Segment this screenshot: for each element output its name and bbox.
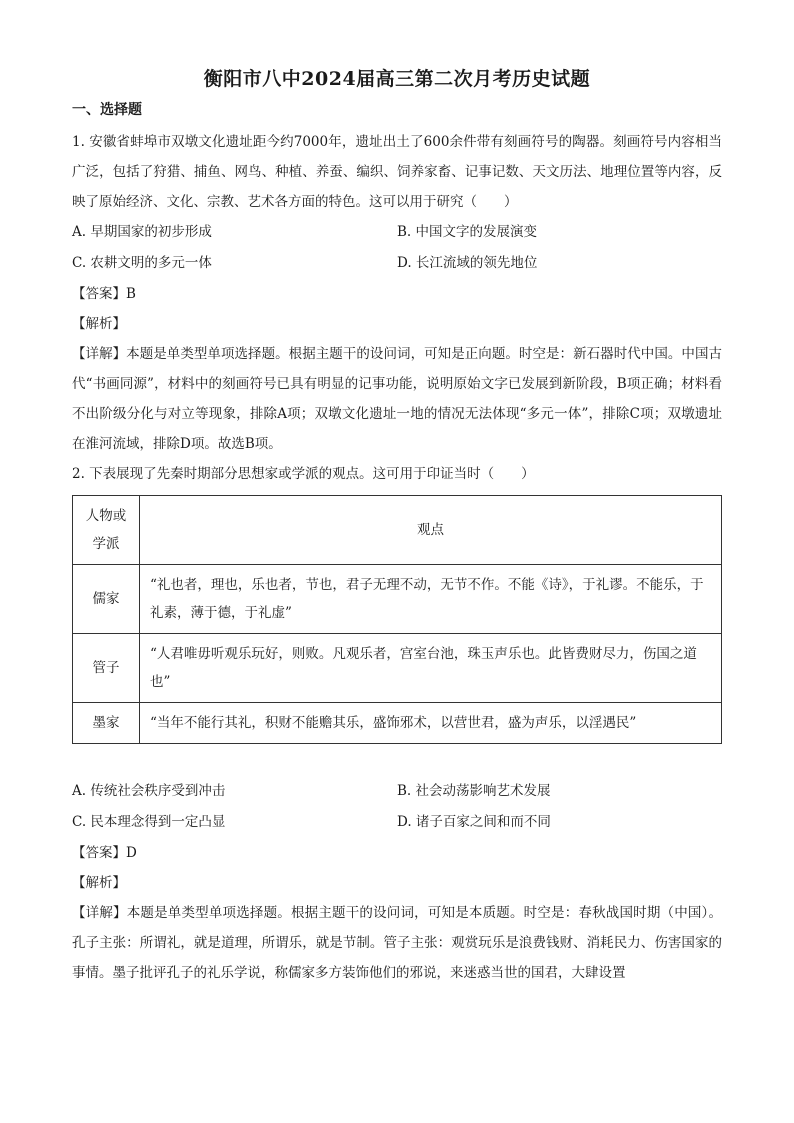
table-header-view: 观点 bbox=[140, 496, 722, 565]
table-row bbox=[73, 565, 722, 634]
q2-option-a: A. 传统社会秩序受到冲击 bbox=[72, 783, 226, 799]
q2-analysis-label: 【解析】 bbox=[72, 875, 126, 891]
table-row bbox=[73, 634, 722, 703]
table-row bbox=[73, 703, 722, 744]
table-cell-view: “当年不能行其礼，积财不能赡其乐，盛饰邪术，以营世君，盛为声乐，以淫遇民” bbox=[140, 703, 722, 744]
q2-options bbox=[72, 776, 722, 838]
q2-option-d: D. 诸子百家之间和而不同 bbox=[397, 814, 551, 830]
table-cell-view: “礼也者，理也，乐也者，节也，君子无理不动，无节不作。不能《诗》，于礼谬。不能乐，于礼素，薄于德，于礼虚” bbox=[140, 565, 722, 634]
table-header-person: 人物或学派 bbox=[73, 496, 140, 565]
table-cell-view: “人君唯毋听观乐玩好，则败。凡观乐者，宫室台池，珠玉声乐也。此皆费财尽力，伤国之道也” bbox=[140, 634, 722, 703]
q2-option-b: B. 社会动荡影响艺术发展 bbox=[397, 783, 551, 799]
table-header-row bbox=[73, 496, 722, 565]
q2-answer: 【答案】D bbox=[72, 845, 137, 861]
q1-detail: 【详解】本题是单类型单项选择题。根据主题干的设问词，可知是正向题。时空是：新石器时代中国。中国古代“书画同源”，材料中的刻画符号已具有明显的记事功能，说明原始文字已发展到新阶段，B项正确；材料看不出阶级分化与对立等现象，排除A项；双墩文化遗址一地的情况无法体现“多元一体”，排除C项；双墩遗址在淮河流域，排除D项。故选B项。 bbox=[72, 346, 722, 452]
q2-option-c: C. 民本理念得到一定凸显 bbox=[72, 814, 226, 830]
page-title: 衡阳市八中2024届高三第二次月考历史试题 bbox=[203, 68, 591, 90]
table-cell-school: 墨家 bbox=[73, 703, 140, 744]
table-cell-school: 儒家 bbox=[73, 565, 140, 634]
q1-stem: 1. 安徽省蚌埠市双墩文化遗址距今约7000年，遗址出土了600余件带有刻画符号的陶器。刻画符号内容相当广泛，包括了狩猎、捕鱼、网鸟、种植、养蚕、编织、饲养家畜、记事记数、天文历法、地理位置等内容，反映了原始经济、文化、宗教、艺术各方面的特色。这可以用于研究（ ） bbox=[72, 134, 722, 210]
q1-answer: 【答案】B bbox=[72, 286, 136, 302]
q1-option-a: A. 早期国家的初步形成 bbox=[72, 224, 212, 240]
q1-option-b: B. 中国文字的发展演变 bbox=[397, 224, 538, 240]
q2-detail: 【详解】本题是单类型单项选择题。根据主题干的设问词，可知是本质题。时空是：春秋战国时期（中国）。孔子主张：所谓礼，就是道理，所谓乐，就是节制。管子主张：观赏玩乐是浪费钱财、消耗民力、伤害国家的事情。墨子批评孔子的礼乐学说，称儒家多方装饰他们的邪说，来迷惑当世的国君，大肆设置 bbox=[72, 905, 722, 981]
q1-options bbox=[72, 217, 722, 279]
q2-table bbox=[72, 495, 722, 744]
spacer bbox=[72, 754, 722, 776]
table-cell-school: 管子 bbox=[73, 634, 140, 703]
q1-option-d: D. 长江流域的领先地位 bbox=[397, 255, 538, 271]
q2-stem: 2. 下表展现了先秦时期部分思想家或学派的观点。这可用于印证当时（ ） bbox=[72, 466, 535, 482]
q1-analysis-label: 【解析】 bbox=[72, 316, 126, 332]
q1-option-c: C. 农耕文明的多元一体 bbox=[72, 255, 212, 271]
section-heading: 一、选择题 bbox=[72, 102, 142, 118]
document-page bbox=[72, 64, 722, 988]
